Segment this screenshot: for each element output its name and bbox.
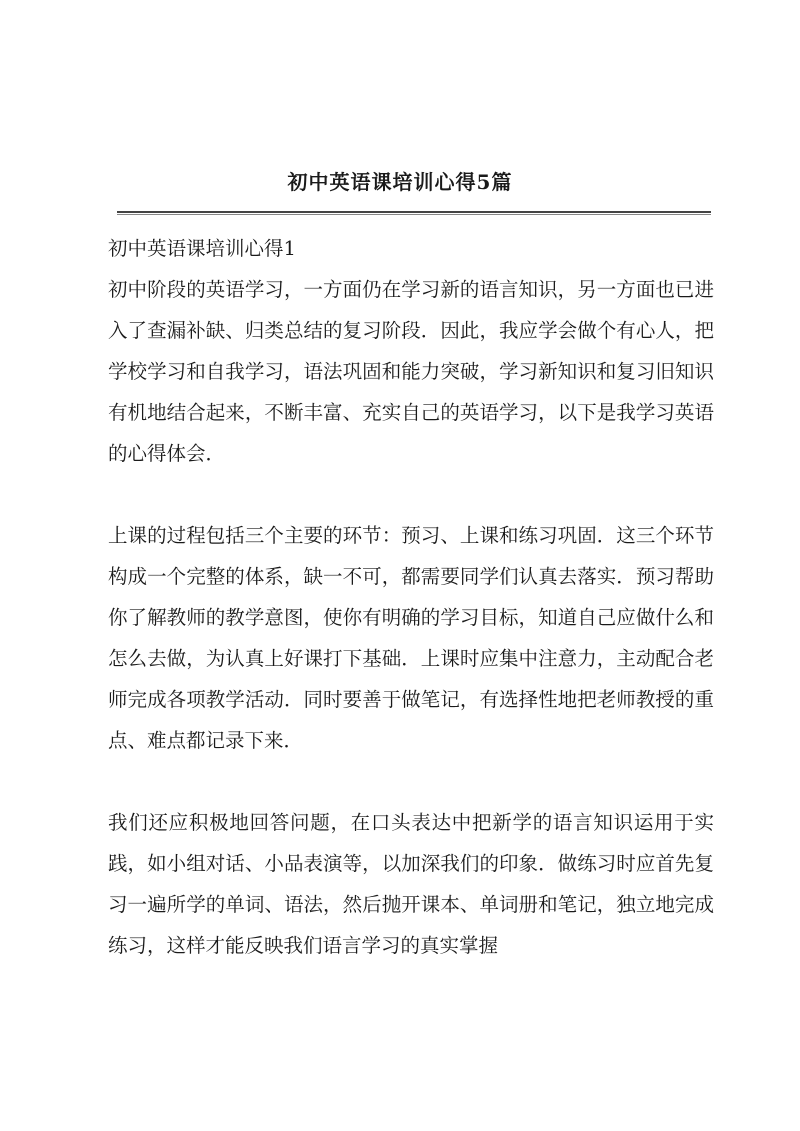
paragraph: 我们还应积极地回答问题，在口头表达中把新学的语言知识运用于实践，如小组对话、小品表演等，以加深我们的印象．做练习时应首先复习一遍所学的单词、语法，然后抛开课本、单词册和笔记，独立地完成练习，这样才能反映我们语言学习的真实掌握	[108, 811, 714, 957]
title-divider-thin	[117, 214, 711, 215]
paragraph: 初中阶段的英语学习，一方面仍在学习新的语言知识，另一方面也已进入了查漏补缺、归类总结的复习阶段．因此，我应学会做个有心人，把学校学习和自我学习，语法巩固和能力突破，学习新知识和复习旧知识有机地结合起来，不断丰富、充实自己的英语学习，以下是我学习英语的心得体会．	[108, 278, 714, 465]
section-subtitle: 初中英语课培训心得1	[108, 237, 296, 260]
title-divider-thick	[117, 211, 711, 213]
paragraph: 上课的过程包括三个主要的环节：预习、上课和练习巩固．这三个环节构成一个完整的体系，缺一不可，都需要同学们认真去落实．预习帮助你了解教师的教学意图，使你有明确的学习目标，知道自己应做什么和怎么去做，为认真上好课打下基础．上课时应集中注意力，主动配合老师完成各项教学活动．同时要善于做笔记，有选择性地把老师教授的重点、难点都记录下来．	[108, 524, 714, 752]
document-title: 初中英语课培训心得5篇	[287, 170, 513, 194]
document-body	[108, 228, 714, 966]
